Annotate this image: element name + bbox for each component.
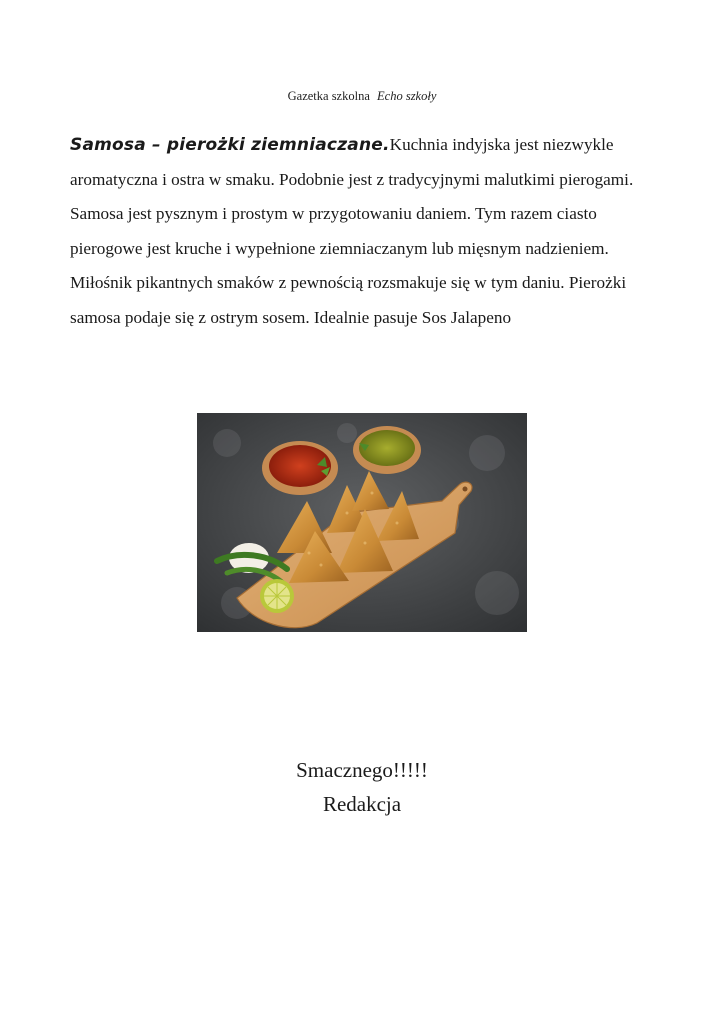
green-sauce-bowl <box>353 426 421 474</box>
newspaper-name: Echo szkoły <box>377 89 437 103</box>
closing-greeting: Smacznego!!!!! <box>296 758 428 782</box>
article-title: Samosa – pierożki ziemniaczane. <box>70 135 390 155</box>
samosa-photo <box>197 413 527 632</box>
samosa-illustration <box>197 413 527 632</box>
closing-signature: Redakcja <box>322 792 402 816</box>
newspaper-label: Gazetka szkolna <box>287 89 370 103</box>
article <box>70 128 670 335</box>
red-sauce-bowl <box>262 441 338 495</box>
page-header <box>0 89 724 104</box>
article-body: Kuchnia indyjska jest niezwykle aromatyczna i ostra w smaku. Podobnie jest z tradycyjnymi malutkimi pierogami. Samosa jest pysznym i prostym w przygotowaniu daniem. Tym razem ciasto pierogowe jest kruche i wypełnione ziemniaczanym lub mięsnym nadzieniem. Miłośnik pikantnych smaków z pewnością rozsmakuje się w tym daniu. Pierożki samosa podaje się z ostrym sosem. Idealnie pasuje Sos Jalapeno <box>70 135 634 327</box>
closing-block <box>0 753 724 821</box>
